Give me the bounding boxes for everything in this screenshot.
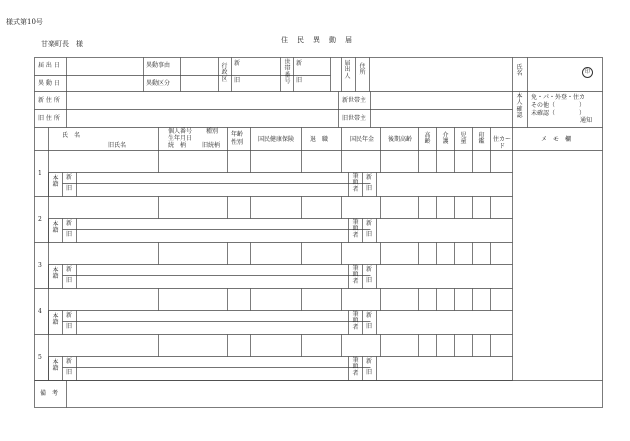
honseki-kyu-label: 旧: [66, 277, 73, 284]
gyosei-shin-label: 新: [234, 60, 241, 67]
honseki-shin-label: 新: [66, 312, 73, 319]
col-kyu-zokugara: 旧続柄: [202, 142, 221, 149]
hittosha-shin-label: 新: [366, 266, 373, 273]
hittosha-kyu-label: 旧: [366, 277, 373, 284]
honseki-shin-label: 新: [66, 266, 73, 273]
hittosha-kyu-label: 旧: [366, 369, 373, 376]
person-number: 1: [38, 170, 42, 177]
col-kyu-shimei: 旧氏名: [108, 142, 127, 149]
form-number: 様式第10号: [6, 18, 43, 26]
honseki-shin-label: 新: [66, 220, 73, 227]
todokede-nin-label: 届出人: [344, 60, 351, 80]
hittosha-label: 筆頭者: [352, 219, 359, 239]
col-shubetsu: 種別: [206, 128, 219, 135]
honseki-kyu-label: 旧: [66, 231, 73, 238]
hittosha-shin-label: 新: [366, 358, 373, 365]
honseki-kyu-label: 旧: [66, 369, 73, 376]
honseki-label: 本籍: [52, 313, 59, 327]
setai-bango-label: 世帯番号: [284, 59, 291, 85]
tsuchi-label: 通知: [580, 117, 593, 124]
kakunin-option-1: 免・パ・外登・住カ: [531, 94, 586, 101]
person-number: 2: [38, 216, 42, 223]
honseki-kyu-label: 旧: [66, 185, 73, 192]
col-taishoku: 退 職: [310, 136, 329, 143]
col-seinengappi: 生年月日: [168, 135, 193, 142]
col-zokugara: 続 柄: [168, 142, 187, 149]
honseki-kyu-label: 旧: [66, 323, 73, 330]
jusho-label: 住所: [359, 63, 366, 77]
kakunin-option-2: その他（ ）: [531, 102, 586, 109]
page-title: 住 民 異 動 届: [281, 36, 353, 44]
addressee: 甘楽町長 様: [41, 40, 83, 48]
honseki-label: 本籍: [52, 175, 59, 189]
honseki-shin-label: 新: [66, 174, 73, 181]
col-nenrei: 年齢: [231, 131, 244, 138]
todokede-bi-label: 届 出 日: [38, 62, 60, 69]
hittosha-label: 筆頭者: [352, 173, 359, 193]
hittosha-kyu-label: 旧: [366, 323, 373, 330]
col-jido: 児童: [460, 132, 467, 146]
ido-kubun-label: 異動区分: [146, 80, 171, 87]
shin-jusho-label: 新 住 所: [38, 97, 60, 104]
setai-shin-label: 新: [296, 60, 303, 67]
hittosha-shin-label: 新: [366, 220, 373, 227]
honseki-shin-label: 新: [66, 358, 73, 365]
gyosei-ku-label: 行政区: [221, 63, 228, 83]
kakunin-option-3: 未確認（ ）: [531, 110, 586, 117]
ido-bi-label: 異 動 日: [38, 80, 60, 87]
kyu-jusho-label: 旧 住 所: [38, 115, 60, 122]
honseki-label: 本籍: [52, 359, 59, 373]
setai-kyu-label: 旧: [296, 77, 303, 84]
col-jukado: 住カード: [492, 136, 511, 150]
col-korei: 高齢: [424, 132, 431, 146]
biko-label: 備 考: [40, 390, 59, 397]
col-nenkin: 国民年金: [350, 136, 375, 143]
person-number: 4: [38, 308, 42, 315]
col-memo: メ モ 欄: [541, 136, 572, 143]
hittosha-label: 筆頭者: [352, 311, 359, 331]
col-koki: 後期高齢: [388, 136, 413, 143]
col-inkan: 印鑑: [478, 132, 485, 146]
seal-mark: 印: [582, 67, 593, 78]
gyosei-kyu-label: 旧: [234, 77, 241, 84]
person-number: 5: [38, 354, 42, 361]
honseki-label: 本籍: [52, 221, 59, 235]
kyu-setainushi-label: 旧世帯主: [342, 115, 367, 122]
hittosha-label: 筆頭者: [352, 357, 359, 377]
col-kaigo: 介護: [442, 132, 449, 146]
honnin-kakunin-label: 本人確認: [516, 93, 523, 119]
hittosha-shin-label: 新: [366, 174, 373, 181]
col-kokuho: 国民健康保険: [258, 136, 295, 143]
hittosha-label: 筆頭者: [352, 265, 359, 285]
hittosha-kyu-label: 旧: [366, 185, 373, 192]
col-seibetsu: 性別: [231, 139, 244, 146]
person-number: 3: [38, 262, 42, 269]
hittosha-shin-label: 新: [366, 312, 373, 319]
col-shimei: 氏 名: [62, 132, 81, 139]
shin-setainushi-label: 新世帯主: [342, 97, 367, 104]
shimei-label: 氏名: [516, 64, 523, 78]
col-kojin-bango: 個人番号: [168, 128, 193, 135]
hittosha-kyu-label: 旧: [366, 231, 373, 238]
honseki-label: 本籍: [52, 267, 59, 281]
ido-jiyu-label: 異動事由: [146, 62, 171, 69]
